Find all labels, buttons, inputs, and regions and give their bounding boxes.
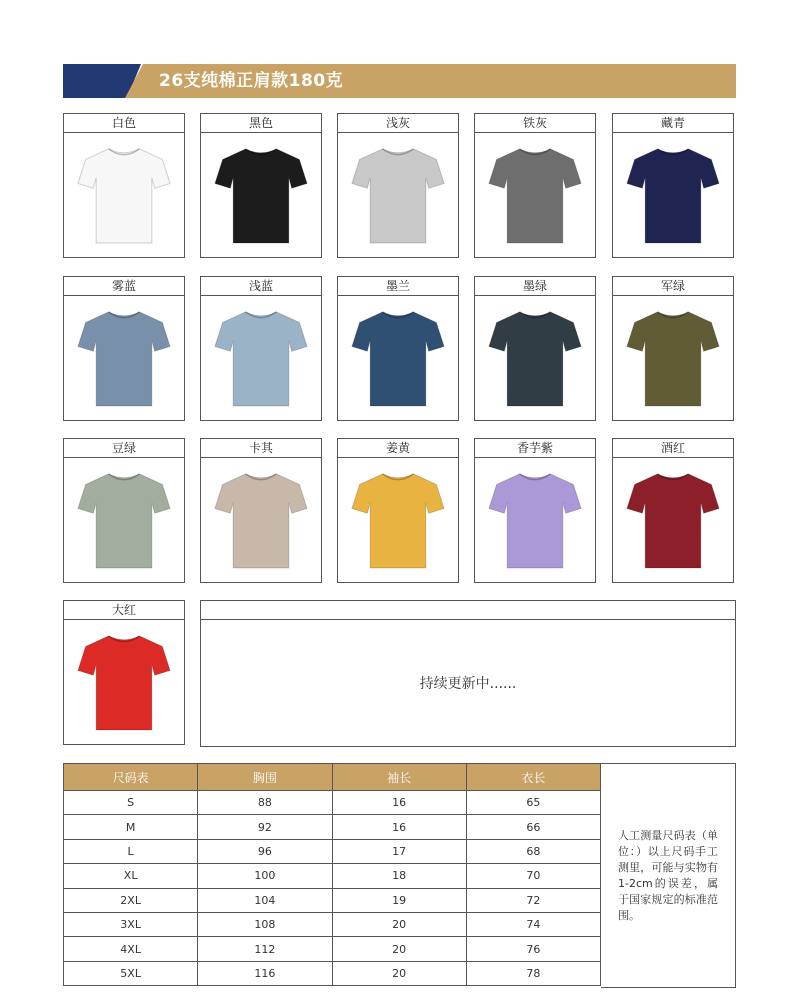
color-card[interactable]	[474, 113, 596, 258]
color-card[interactable]	[612, 438, 734, 583]
table-cell: 19	[332, 888, 466, 912]
tshirt-photo	[64, 296, 184, 420]
tshirt-photo	[201, 296, 321, 420]
table-cell: 68	[466, 839, 600, 863]
table-cell: 65	[466, 791, 600, 815]
tshirt-photo	[613, 296, 733, 420]
header-chest: 胸围	[198, 764, 332, 791]
table-row	[64, 961, 601, 985]
color-card[interactable]	[474, 438, 596, 583]
color-name: 浅蓝	[201, 277, 321, 296]
table-row	[64, 839, 601, 863]
tshirt-icon	[213, 306, 309, 410]
tshirt-photo	[64, 458, 184, 582]
table-cell: XL	[64, 864, 198, 888]
table-cell: 2XL	[64, 888, 198, 912]
tshirt-icon	[76, 306, 172, 410]
table-cell: 96	[198, 839, 332, 863]
tshirt-icon	[487, 306, 583, 410]
header-banner	[63, 64, 736, 98]
color-card[interactable]	[337, 113, 459, 258]
table-cell: 18	[332, 864, 466, 888]
size-table	[63, 763, 601, 986]
tshirt-icon	[350, 143, 446, 247]
color-name: 黑色	[201, 114, 321, 133]
table-cell: S	[64, 791, 198, 815]
page-title: 26支纯棉正肩款180克	[159, 71, 344, 91]
tshirt-photo	[338, 296, 458, 420]
tshirt-icon	[76, 468, 172, 572]
tshirt-photo	[475, 458, 595, 582]
color-name: 酒红	[613, 439, 733, 458]
tshirt-photo	[64, 133, 184, 257]
tshirt-icon	[213, 468, 309, 572]
table-cell: 3XL	[64, 912, 198, 936]
updating-text: 持续更新中......	[419, 675, 517, 692]
table-cell: 20	[332, 912, 466, 936]
table-row	[64, 912, 601, 936]
color-name: 浅灰	[338, 114, 458, 133]
color-card[interactable]	[612, 113, 734, 258]
table-cell: 66	[466, 815, 600, 839]
color-name: 大红	[64, 601, 184, 620]
color-name: 白色	[64, 114, 184, 133]
tshirt-icon	[625, 143, 721, 247]
header-length: 衣长	[466, 764, 600, 791]
table-cell: 76	[466, 937, 600, 961]
table-cell: 4XL	[64, 937, 198, 961]
color-card[interactable]	[337, 276, 459, 421]
tshirt-icon	[350, 468, 446, 572]
table-row	[64, 791, 601, 815]
tshirt-icon	[350, 306, 446, 410]
color-card[interactable]	[200, 276, 322, 421]
color-card[interactable]	[200, 438, 322, 583]
size-table-header-row	[64, 764, 601, 791]
table-cell: 20	[332, 961, 466, 985]
color-card[interactable]	[200, 113, 322, 258]
table-cell: 16	[332, 791, 466, 815]
tshirt-photo	[338, 458, 458, 582]
color-name: 军绿	[613, 277, 733, 296]
table-cell: 20	[332, 937, 466, 961]
table-cell: 112	[198, 937, 332, 961]
updating-panel-header	[201, 601, 735, 620]
size-note: 人工测量尺码表（单位：）以上尺码手工测里，可能与实物有1-2cm的误差，属于国家规定的标准范围。	[618, 828, 718, 922]
table-cell: 72	[466, 888, 600, 912]
table-cell: 116	[198, 961, 332, 985]
table-cell: 92	[198, 815, 332, 839]
table-cell: 70	[466, 864, 600, 888]
tshirt-icon	[625, 468, 721, 572]
tshirt-photo	[475, 296, 595, 420]
table-cell: M	[64, 815, 198, 839]
table-cell: 78	[466, 961, 600, 985]
tshirt-icon	[213, 143, 309, 247]
table-cell: 74	[466, 912, 600, 936]
color-card[interactable]	[612, 276, 734, 421]
color-name: 卡其	[201, 439, 321, 458]
table-cell: L	[64, 839, 198, 863]
color-name: 香芋紫	[475, 439, 595, 458]
table-cell: 108	[198, 912, 332, 936]
tshirt-icon	[625, 306, 721, 410]
color-name: 雾蓝	[64, 277, 184, 296]
table-cell: 100	[198, 864, 332, 888]
color-name: 姜黄	[338, 439, 458, 458]
color-card[interactable]	[474, 276, 596, 421]
table-row	[64, 937, 601, 961]
header-sleeve: 袖长	[332, 764, 466, 791]
table-row	[64, 815, 601, 839]
color-card[interactable]	[337, 438, 459, 583]
tshirt-icon	[76, 630, 172, 734]
table-row	[64, 888, 601, 912]
color-card[interactable]	[63, 113, 185, 258]
tshirt-photo	[338, 133, 458, 257]
tshirt-photo	[613, 458, 733, 582]
table-cell: 104	[198, 888, 332, 912]
color-name: 藏青	[613, 114, 733, 133]
color-name: 豆绿	[64, 439, 184, 458]
color-name: 铁灰	[475, 114, 595, 133]
updating-panel	[200, 600, 736, 747]
color-card[interactable]	[63, 438, 185, 583]
color-card[interactable]	[63, 600, 185, 745]
tshirt-icon	[487, 468, 583, 572]
tshirt-photo	[613, 133, 733, 257]
tshirt-photo	[201, 458, 321, 582]
table-cell: 16	[332, 815, 466, 839]
tshirt-photo	[64, 620, 184, 744]
tshirt-photo	[475, 133, 595, 257]
header-size: 尺码表	[64, 764, 198, 791]
tshirt-icon	[487, 143, 583, 247]
color-card[interactable]	[63, 276, 185, 421]
tshirt-photo	[201, 133, 321, 257]
tshirt-icon	[76, 143, 172, 247]
size-note-box	[601, 763, 736, 988]
table-cell: 88	[198, 791, 332, 815]
color-name: 墨兰	[338, 277, 458, 296]
table-row	[64, 864, 601, 888]
color-name: 墨绿	[475, 277, 595, 296]
table-cell: 5XL	[64, 961, 198, 985]
table-cell: 17	[332, 839, 466, 863]
